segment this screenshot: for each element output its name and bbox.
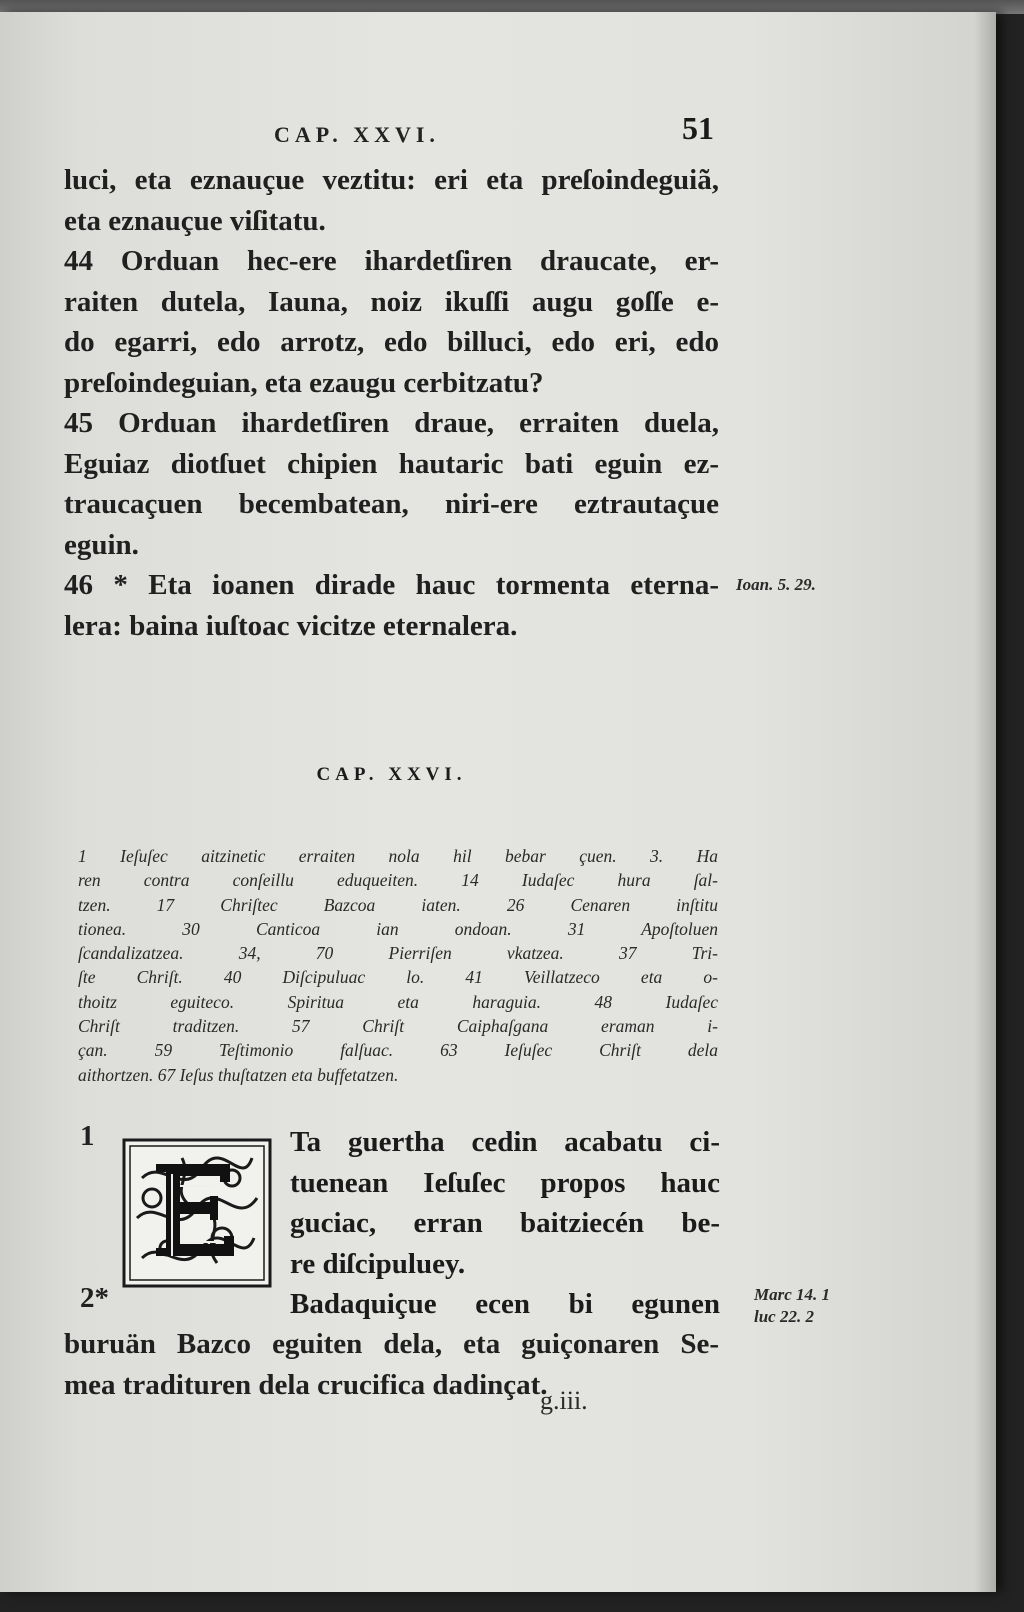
verse-2	[64, 1324, 719, 1405]
ornament-initial-icon	[122, 1138, 272, 1288]
page-header	[64, 104, 714, 156]
text-line: mea tradituren dela crucifica dadinçat.	[64, 1368, 548, 1401]
margin-line: Marc 14. 1	[754, 1285, 831, 1304]
summary-line: 1 Ieſuſec aitzinetic erraiten nola hil bebar çuen. 3. Ha	[78, 846, 718, 866]
signature-mark: g.iii.	[540, 1386, 588, 1415]
text-line: luci, eta eznauçue veztitu: eri eta preſoindeguiã,	[64, 164, 719, 196]
text-line: guciac, erran baitziecén be-	[290, 1207, 720, 1239]
page-shadow	[974, 12, 996, 1592]
text-line: Eguiaz diotſuet chipien hautaric bati eguin ez-	[64, 447, 719, 480]
book-page	[0, 12, 996, 1592]
summary-line: tionea. 30 Canticoa ian ondoan. 31 Apoſtoluen	[78, 918, 718, 939]
verse-1	[290, 1122, 720, 1325]
text-line: lera: baina iuſtoac vicitze eternalera.	[64, 609, 518, 642]
summary-line: thoitz eguiteco. Spiritua eta haraguia. 48 Iudaſec	[78, 991, 718, 1012]
text-line: traucaçuen becembatean, niri-ere eztrautaçue	[64, 488, 719, 520]
text-line: do egarri, edo arrotz, edo billuci, edo eri, edo	[64, 326, 719, 358]
text-line: preſoindeguian, eta ezaugu cerbitzatu?	[64, 366, 544, 399]
summary-line: aithortzen. 67 Ieſus thuſtatzen eta buffetatzen.	[78, 1064, 399, 1085]
text-line: Ta guertha cedin acabatu ci-	[290, 1126, 720, 1158]
text-line: eguin.	[64, 528, 139, 561]
text-line: Badaquiçue ecen bi egunen	[290, 1288, 720, 1320]
summary-line: ſcandalizatzea. 34, 70 Pierriſen vkatzea. 37 Tri-	[78, 943, 718, 964]
text-line: 45 Orduan ihardetſiren draue, erraiten duela,	[64, 407, 719, 439]
text-line: re diſcipuluey.	[290, 1247, 466, 1280]
text-line: 44 Orduan hec-ere ihardetſiren draucate, er-	[64, 245, 719, 277]
margin-line: luc 22. 2	[754, 1307, 814, 1326]
summary-line: çan. 59 Teſtimonio falſuac. 63 Ieſuſec Chriſt dela	[78, 1040, 718, 1061]
verse-number: 2*	[80, 1282, 109, 1314]
verse-number: 1	[80, 1120, 95, 1152]
summary-line: Chriſt traditzen. 57 Chriſt Caiphaſgana eraman i-	[78, 1016, 718, 1037]
chapter-summary	[78, 844, 718, 1087]
chapter-title: CAP. XXVI.	[316, 764, 467, 785]
text-line: eta eznauçue viſitatu.	[64, 204, 326, 237]
margin-reference: Ioan. 5. 29.	[736, 575, 816, 594]
summary-line: tzen. 17 Chriſtec Bazcoa iaten. 26 Cenaren inſtitu	[78, 894, 718, 915]
passage-top	[64, 160, 719, 646]
margin-reference	[754, 1284, 830, 1328]
text-line: 46 * Eta ioanen dirade hauc tormenta eterna-	[64, 569, 719, 601]
text-line: raiten dutela, Iauna, noiz ikuſſi augu goſſe e-	[64, 285, 719, 318]
decorated-initial-e	[122, 1138, 272, 1288]
text-line: tuenean Ieſuſec propos hauc	[290, 1166, 720, 1199]
page-number: 51	[682, 110, 714, 146]
running-head: CAP. XXVI.	[274, 122, 440, 147]
summary-line: ren contra conſeillu eduqueiten. 14 Iudaſec hura ſal-	[78, 870, 718, 891]
text-line: buruän Bazco eguiten dela, eta guiçonaren Se-	[64, 1328, 719, 1360]
summary-line: ſte Chriſt. 40 Diſcipuluac lo. 41 Veillatzeco eta o-	[78, 967, 718, 988]
